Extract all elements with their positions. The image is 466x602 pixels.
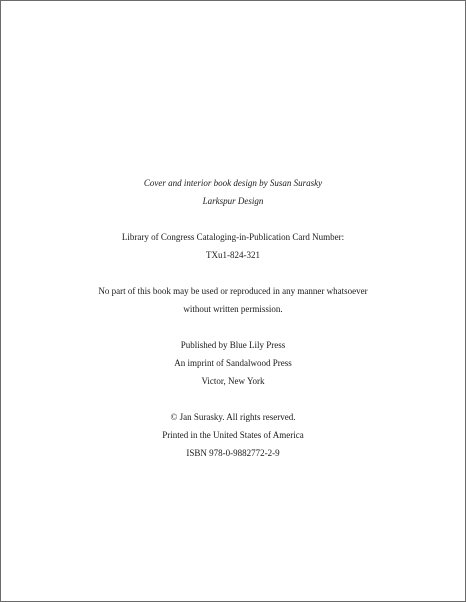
publisher-location: Victor, New York xyxy=(201,376,265,386)
copyright-notice: © Jan Surasky. All rights reserved. xyxy=(170,412,296,422)
loc-label: Library of Congress Cataloging-in-Publication Card Number: xyxy=(121,232,345,242)
design-credit: Cover and interior book design by Susan Surasky xyxy=(143,178,323,188)
publisher-name: Published by Blue Lily Press xyxy=(180,340,286,350)
rights-notice-line1: No part of this book may be used or reproduced in any manner whatsoever xyxy=(98,286,368,296)
publisher-imprint: An imprint of Sandalwood Press xyxy=(174,358,292,368)
printed-in: Printed in the United States of America xyxy=(162,430,304,440)
rights-notice-line2: without written permission. xyxy=(183,304,283,314)
isbn: ISBN 978-0-9882772-2-9 xyxy=(186,448,280,458)
loc-number: TXu1-824-321 xyxy=(206,250,260,260)
design-studio: Larkspur Design xyxy=(202,196,264,206)
